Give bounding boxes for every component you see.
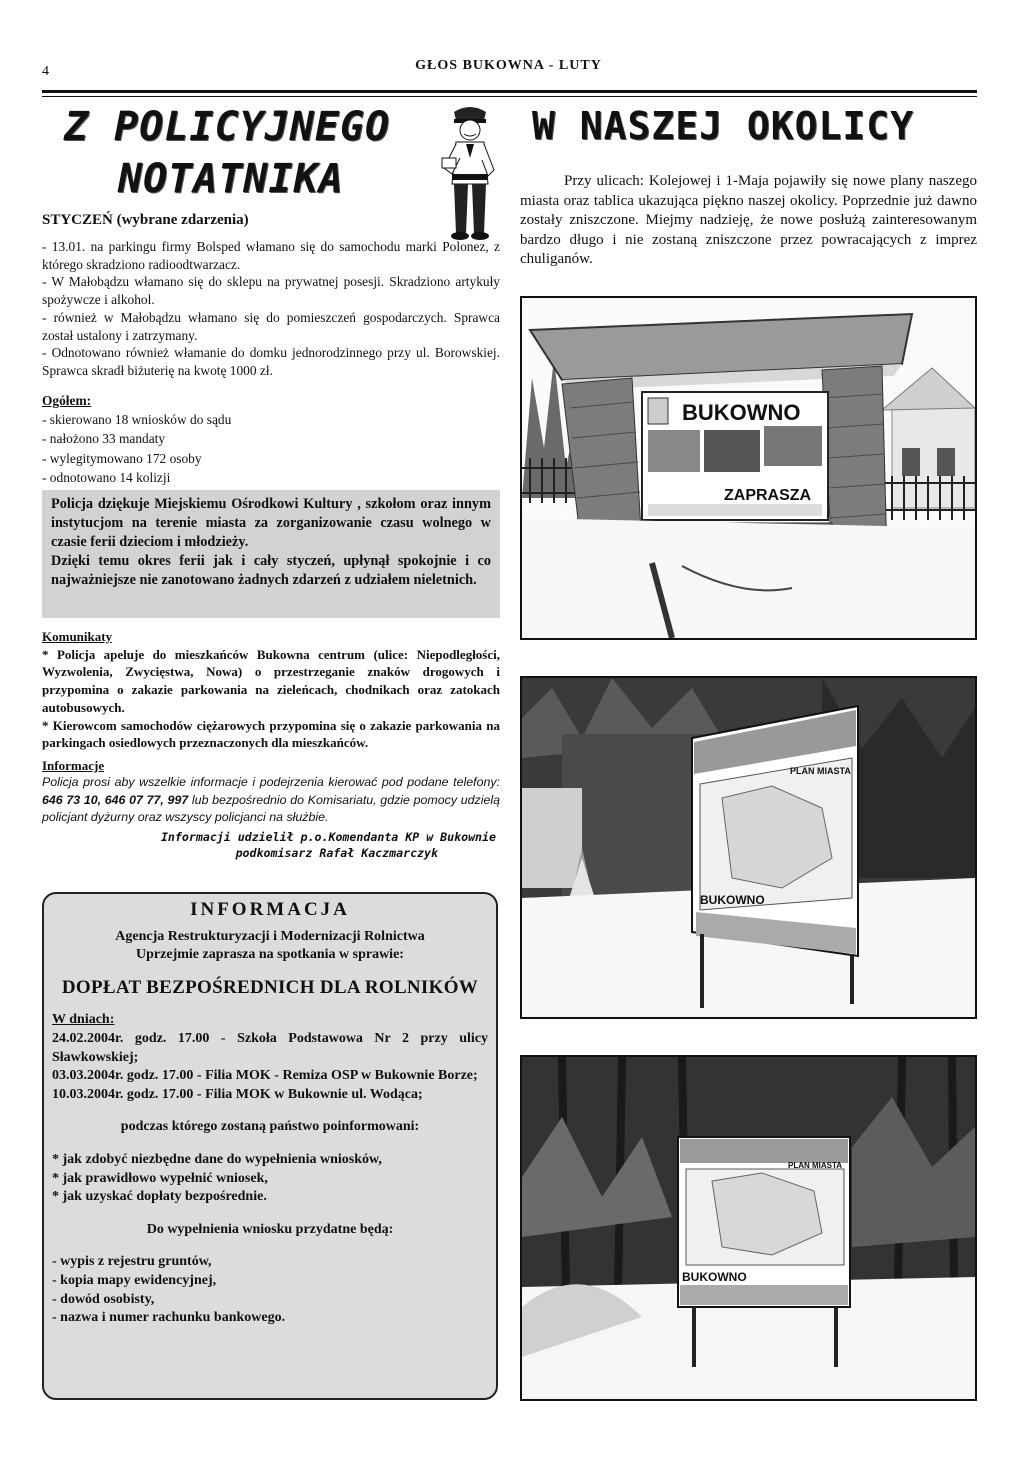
topic-item: * jak uzyskać dopłaty bezpośrednie. xyxy=(52,1189,267,1205)
informacje-heading: Informacje xyxy=(42,758,105,773)
event-item: - W Małobądzu włamano się do sklepu na prywatnej posesji. Skradziono artykuły spożywcze i alkohol. xyxy=(42,274,500,308)
map-title-text-2: PLAN MIASTA xyxy=(788,1161,843,1170)
thanks-box xyxy=(42,490,500,618)
info-title: INFORMACJA xyxy=(190,899,350,920)
komunikaty-heading: Komunikaty xyxy=(42,629,113,644)
useful-heading: Do wypełnienia wniosku przydatne będą: xyxy=(146,1221,394,1237)
informacje-text-before: Policja prosi aby wszelkie informacje i podejrzenia kierować pod podane telefony: xyxy=(42,775,500,790)
summary-item: - wylegitymowano 172 osoby xyxy=(42,450,202,466)
informacje-text-after: lub bezpośrednio do Komisariatu, gdzie pomocy udzielą policjant dyżurny oraz wszyscy policjanci na służbie. xyxy=(42,792,500,825)
summary-heading: Ogółem: xyxy=(42,393,92,408)
date-item: 10.03.2004r. godz. 17.00 - Filia MOK w Bukownie ul. Wodąca; xyxy=(52,1086,423,1102)
month-heading: STYCZEŃ (wybrane zdarzenia) xyxy=(42,212,249,228)
phone-numbers: 646 73 10, 646 07 77, 997 xyxy=(42,792,189,807)
summary-item: - skierowano 18 wniosków do sądu xyxy=(42,411,232,427)
okolica-title: W NASZEJ OKOLICY xyxy=(532,104,915,148)
topics-list xyxy=(52,1151,488,1207)
info-agency xyxy=(52,928,488,965)
board-city-text-2: BUKOWNO xyxy=(682,1270,747,1284)
police-title-line2: NOTATNIKA xyxy=(118,156,344,202)
agency-line2: Uprzejmie zaprasza na spotkania w sprawie: xyxy=(136,947,404,963)
useful-item: - nazwa i numer rachunku bankowego. xyxy=(52,1310,286,1326)
informacje-section xyxy=(42,757,500,861)
information-box xyxy=(42,892,498,1400)
informacje-text xyxy=(42,774,500,826)
police-title-line1: Z POLICYJNEGO xyxy=(64,104,391,150)
useful-item: - kopia mapy ewidencyjnej, xyxy=(52,1272,217,1288)
useful-item: - dowód osobisty, xyxy=(52,1291,155,1307)
dates-heading: W dniach: xyxy=(52,1012,115,1028)
header-rule-thick xyxy=(42,90,977,93)
during-heading: podczas którego zostaną państwo poinformowani: xyxy=(120,1119,420,1135)
useful-item: - wypis z rejestru gruntów, xyxy=(52,1254,212,1270)
komunikat-item: * Kierowcom samochodów ciężarowych przypomina się o zakazie parkowania na parkingach osiedlowych przeznaczonych dla mieszkańców. xyxy=(42,717,500,751)
event-item: - również w Małobądzu włamano się do pomieszczeń gospodarczych. Sprawca został ustalony i zatrzymany. xyxy=(42,309,500,343)
topic-item: * jak zdobyć niezbędne dane do wypełnienia wniosków, xyxy=(52,1151,382,1167)
photo-bukowno-sign-shelter xyxy=(520,296,977,640)
page-number: 4 xyxy=(42,64,49,79)
running-title: GŁOS BUKOWNA - LUTY xyxy=(415,58,602,73)
signature-line2: podkomisarz Rafał Kaczmarczyk xyxy=(235,845,438,860)
photo-city-map-board-1 xyxy=(520,676,977,1019)
policeman-illustration xyxy=(440,104,500,242)
photo-city-map-board-2 xyxy=(520,1055,977,1401)
map-title-text: PLAN MIASTA xyxy=(790,766,851,776)
header-rule-thin xyxy=(42,96,977,97)
police-summary xyxy=(42,392,500,488)
date-item: 24.02.2004r. godz. 17.00 - Szkoła Podstawowa Nr 2 przy ulicy Sławkowskiej; xyxy=(52,1030,488,1065)
event-item: - Odnotowano również włamanie do domku jednorodzinnego przy ul. Borowskiej. Sprawca skradł biżuterię na kwotę 1000 zł. xyxy=(42,345,500,378)
summary-item: - nałożono 33 mandaty xyxy=(42,431,166,447)
topic-item: * jak prawidłowo wypełnić wniosek, xyxy=(52,1170,268,1186)
event-item: - 13.01. na parkingu firmy Bolsped włamano się do samochodu marki Polonez, z którego skradziono radioodtwarzacz. xyxy=(42,239,500,272)
board-city-text: BUKOWNO xyxy=(700,893,765,907)
signature-line1: Informacji udzielił p.o.Komendanta KP w Bukownie xyxy=(160,829,496,844)
sign-city-text: BUKOWNO xyxy=(682,400,801,425)
komunikaty-section xyxy=(42,628,500,752)
thanks-text: Policja dziękuje Miejskiemu Ośrodkowi Kultury , szkołom oraz innym instytucjom na terenie miasta za zorganizowanie czasu wolnego w czasie ferii dzieciom i młodzieży. xyxy=(51,496,491,550)
summary-item: - odnotowano 14 kolizji xyxy=(42,470,171,486)
dates-list xyxy=(52,1030,488,1104)
agency-line1: Agencja Restrukturyzacji i Modernizacji Rolnictwa xyxy=(115,928,425,944)
komunikat-item: * Policja apeluje do mieszkańców Bukowna centrum (ulice: Niepodległości, Wyzwolenia, Zwycięstwa, Nowa) o przestrzeganie znaków drogowych i przypomina o zakazie parkowania na zieleńcach, chodnikach oraz zatokach autobusowych. xyxy=(42,646,500,715)
useful-list xyxy=(52,1253,488,1327)
date-item: 03.03.2004r. godz. 17.00 - Filia MOK - Remiza OSP w Bukownie Borze; xyxy=(52,1068,478,1084)
sign-invite-text: ZAPRASZA xyxy=(724,487,812,504)
okolica-text: Przy ulicach: Kolejowej i 1-Maja pojawiły się nowe plany naszego miasta oraz tablica ukazująca piękno naszej okolicy. Poprzednie już dawno zostały zniszczone. Miejmy nadzieję, że nowe posłużą zainteresowanym bardzo długo i nie zostaną zniszczone przez powracających z imprez chuliganów. xyxy=(520,173,977,268)
info-subject: DOPŁAT BEZPOŚREDNICH DLA ROLNIKÓW xyxy=(61,976,479,998)
thanks-text-2: Dzięki temu okres ferii jak i cały styczeń, upłynął spokojnie i co najważniejsze nie zanotowano żadnych zdarzeń z udziałem nieletnich. xyxy=(51,553,491,588)
police-events xyxy=(42,238,500,380)
